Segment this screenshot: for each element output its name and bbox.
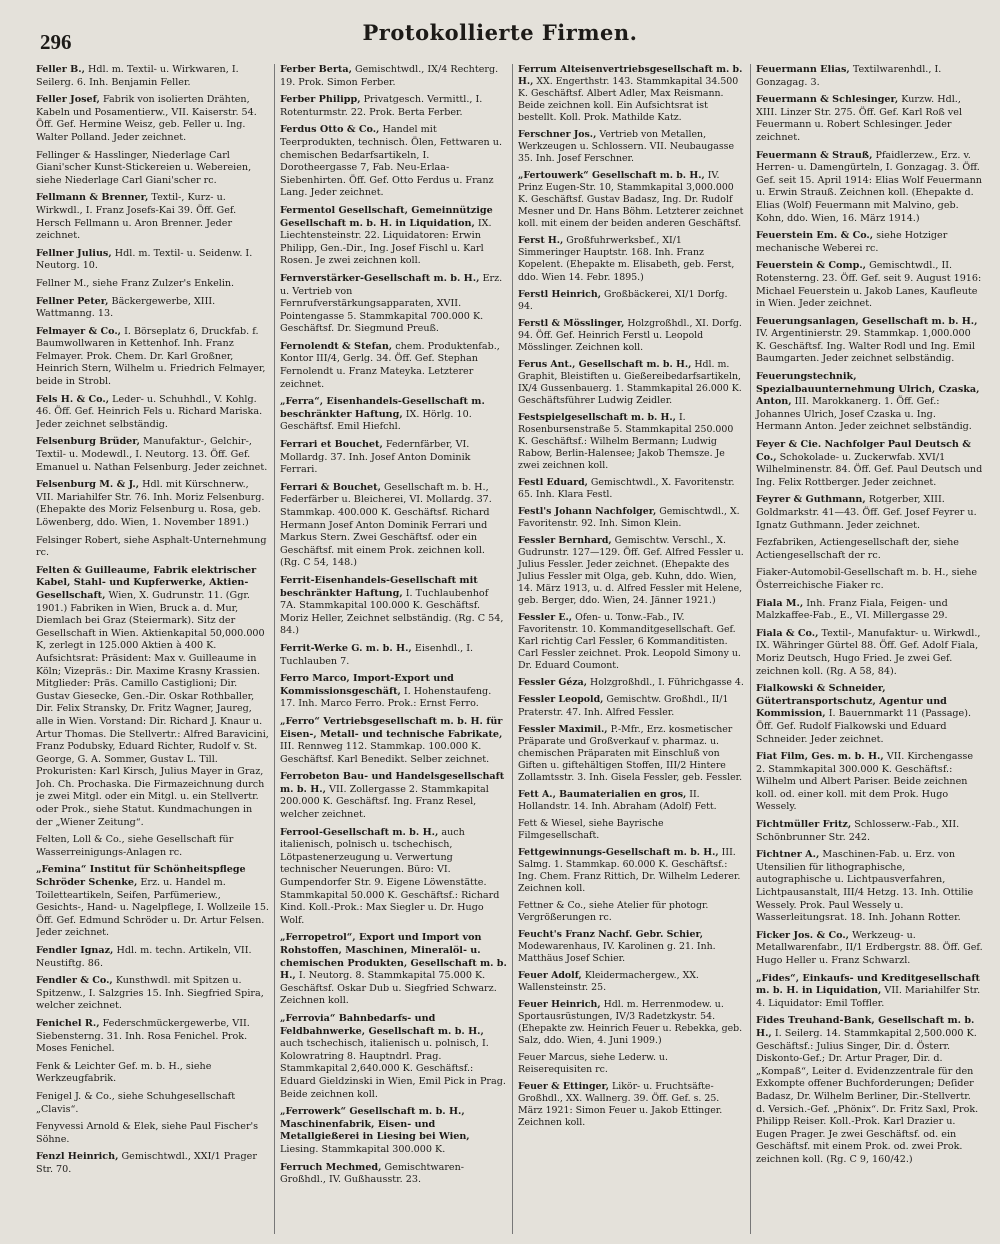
firm-entry — [756, 230, 983, 255]
firm-entry — [280, 1106, 507, 1156]
firm-name: Fialkowski & Schneider, Gütertransportschutz, Agentur und Kommission, — [756, 683, 947, 720]
firm-entry — [36, 479, 269, 529]
firm-entry — [518, 970, 745, 994]
firm-entry — [36, 94, 269, 144]
firm-entry — [36, 1121, 269, 1146]
firm-entry — [756, 973, 983, 1011]
firm-entry — [36, 150, 269, 188]
firm-entry — [36, 945, 269, 970]
firm-details: auch italienisch, polnisch u. tschechisch, Lötpastenerzeugung u. Verwertung technischer Neuerungen. Büro: VI. Gumpendorfer Str. 9. Eigene Löwenstätte. Stammkapital 50.000 K. Geschäftsf.: Richard Kind. Koll.-Prok.: Max Siegler u. Dr. Hugo Wolf. — [280, 826, 500, 926]
firm-name: Ferrobeton Bau- und Handelsgesellschaft m. b. H., — [280, 771, 505, 795]
firm-entry — [518, 1081, 745, 1129]
firm-name: Feller Josef, — [36, 94, 100, 106]
firm-details: I. Hohenstaufeng. 17. Inh. Marco Ferro. Prok.: Ernst Ferro. — [280, 685, 492, 710]
firm-entry — [756, 819, 983, 844]
firm-entry — [36, 436, 269, 474]
firm-details: III. Salmg. 1. Stammkap. 60.000 K. Geschäftsf.: Ing. Chem. Franz Rittich, Dr. Wilhelm Lederer. Zeichnen koll. — [518, 846, 741, 894]
firm-name: „Fertouwerk“ Gesellschaft m. b. H., — [518, 170, 705, 182]
firm-details: Kleidermachergew., XX. Wallensteinstr. 25. — [518, 970, 699, 994]
firm-name: Feuerstein Em. & Co., — [756, 230, 874, 242]
firm-name: Fermentol Gesellschaft, Gemeinnützige Gesellschaft m. b. H. in Liquidation, — [280, 204, 493, 229]
firm-entry — [36, 535, 269, 560]
firm-entry — [518, 359, 745, 407]
firm-name: Festspielgesellschaft m. b. H., — [518, 411, 676, 423]
firm-details: Fezfabriken, Actiengesellschaft der, siehe Actiengesellschaft der rc. — [756, 537, 959, 561]
firm-name: Ferrari et Bouchet, — [280, 439, 383, 451]
firm-name: Fellner Julius, — [36, 247, 112, 259]
firm-entry — [518, 677, 745, 689]
firm-entry — [518, 1052, 745, 1076]
firm-details: Hdl. m. Textil- u. Wirkwaren, I. Seilerg. 6. Inh. Benjamin Feller. — [36, 64, 239, 88]
firm-details: II. Hollandstr. 14. Inh. Abraham (Adolf) Fett. — [518, 788, 717, 812]
firm-entry — [280, 273, 507, 336]
firm-details: Likör- u. Fruchtsäfte-Großhdl., XX. Wallnerg. 39. Öff. Gef. s. 25. März 1921: Simon Feuer u. Jakob Ettinger. Zeichnen koll. — [518, 1081, 723, 1129]
firm-entry — [518, 129, 745, 165]
firm-entry — [518, 847, 745, 895]
firm-details: Großbäckerei, XI/1 Dorfg. 94. — [518, 288, 728, 312]
firm-details: Gemischtwdl., X. Favoritenstr. 92. Inh. Simon Klein. — [518, 506, 740, 530]
firm-entry — [36, 326, 269, 389]
firm-entry — [280, 827, 507, 928]
firm-details: Vertrieb von Metallen, Werkzeugen u. Schlossern. VII. Neubaugasse 35. Inh. Josef Ferschner. — [518, 129, 734, 165]
firm-entry — [36, 864, 269, 940]
firm-name: Fichtner A., — [756, 849, 820, 861]
firm-entry — [518, 929, 745, 965]
firm-entry — [280, 64, 507, 89]
firm-name: Ferrit-Eisenhandels-Gesellschaft mit beschränkter Haftung, — [280, 574, 478, 599]
firm-name: Fessler E., — [518, 612, 573, 624]
firm-name: Feucht's Franz Nachf. Gebr. Schier, — [518, 929, 703, 940]
firm-details: I. Seilerg. 14. Stammkapital 2,500.000 K. Geschäftsf.: Julius Singer, Dir. d. Österr. Diskonto-Gef.; Dr. Artur Prager, Dir. d. „Kompaß“, Leiter d. Evidenzzentrale für den Exkompte offener Buchforderungen; Deſider Badasz, Dr. Wilhelm Berliner, Dir.-Stellvertr. d. Versich.-Gef. „Phönix“. Dr. Fritz Saxl, Prok. Philipp Reiser. Koll.-Prok. Karl Drazier u. Eugen Prager. Je zwei Geschäftsf. od. ein Geschäftsf. mit einem Prok. od. zwei Prok. zeichnen koll. (Rg. C 9, 160/42.) — [756, 1027, 979, 1165]
firm-details: Rotgerber, XIII. Goldmarkstr. 41—43. Öff. Gef. Josef Feyrer u. Ignatz Guthmann. Jeder zeichnet. — [756, 494, 977, 531]
firm-details: Gemischtwdl., IX/4 Rechterg. 19. Prok. Simon Ferber. — [280, 64, 499, 88]
firm-details: Gemischtwdl., X. Favoritenstr. 65. Inh. Klara Festl. — [518, 476, 735, 500]
firm-entry — [280, 1013, 507, 1101]
firm-details: Feuer Marcus, siehe Lederw. u. Reiserequisiten rc. — [518, 1052, 668, 1076]
firm-details: Kurzw. Hdl., XIII. Linzer Str. 275. Öff. Gef. Karl Roß vel Feuermann u. Robert Schlesinger. Jeder zeichnet. — [756, 94, 963, 143]
firm-entry — [36, 1151, 269, 1176]
firm-entry — [36, 565, 269, 829]
firm-name: Fettgewinnungs-Gesellschaft m. b. H., — [518, 846, 719, 858]
firm-name: Ferrari & Bouchet, — [280, 481, 381, 493]
firm-name: Fessler Bernhard, — [518, 535, 612, 547]
firm-details: Fett & Wiesel, siehe Bayrische Filmgesellschaft. — [518, 817, 664, 841]
firm-details: VII. Mariahilfer Str. 4. Liquidator: Emil Toffler. — [756, 985, 981, 1009]
firm-entry — [518, 477, 745, 501]
firm-entry — [756, 751, 983, 814]
firm-details: I. Bauernmarkt 11 (Passage). Öff. Gef. Rudolf Fialkowski und Eduard Schneider. Jeder zeichnet. — [756, 708, 972, 745]
firm-entry — [756, 849, 983, 925]
firm-name: Felsenburg M. & J., — [36, 479, 140, 491]
firm-details: Fenyvessi Arnold & Elek, siehe Paul Fischer's Söhne. — [36, 1121, 259, 1145]
firm-details: P.-Mfr., Erz. kosmetischer Präparate und Großverkauf v. pharmaz. u. chemischen Präparaten mit Einschluß von Giften u. giftehältigen Stoffen, III/2 Hintere Zollamtsstr. 3. Inh. Gisela Fessler, geb. Fessler. — [518, 723, 743, 783]
firm-details: auch tschechisch, italienisch u. polnisch, I. Kolowratring 8. Hauptndrl. Prag. Stammkapital 2,640.000 K. Geschäftsf.: Eduard Gieldzinski in Wien, Emil Pick in Prag. Beide zeichnen koll. — [280, 1038, 506, 1100]
firm-details: Maschinen-Fab. u. Erz. von Utensilien für lithographische, autographische u. Lichtpausverfahren, Lichtpausanstalt, III/4 Hetzg. 13. Inh. Ottilie Wessely. Prok. Paul Wessely u. Wasserleitungsrat. 18. Inh. Johann Rotter. — [756, 849, 974, 924]
firm-name: Fiat Film, Ges. m. b. H., — [756, 751, 884, 763]
firm-details: Hdl. mit Kürschnerw., VII. Mariahilfer Str. 76. Inh. Moriz Felsenburg. (Ehepakte des Moriz Felsenburg u. Rosa, geb. Löwenberg, ddo. Wien, 1. November 1891.) — [36, 479, 265, 528]
firm-details: Werkzeug- u. Metallwarenfabr., II/1 Erdbergstr. 88. Öff. Gef. Hugo Heller u. Franz Schwarzl. — [756, 929, 983, 966]
firm-details: I. Tuchlaubenhof 7A. Stammkapital 100.000 K. Geschäftsf. Moriz Heller, Zeichnet selbständig. (Rg. C 54, 84.) — [280, 587, 504, 637]
firm-details: Leder- u. Schuhhdl., V. Kohlg. 46. Öff. Gef. Heinrich Fels u. Richard Mariska. Jeder zeichnet selbständig. — [36, 393, 263, 430]
firm-details: Pfaidlerzew., Erz. v. Herren- u. Damengürteln, I. Gonzagag. 3. Öff. Gef. seit 15. April 1914: Elias Wolf Feuermann u. Erwin Strauß. Zeichnen koll. (Ehepakte d. Elias (Wolf) Feuermann mit Malvino, geb. Kohn, ddo. Wien, 16. März 1914.) — [756, 149, 982, 224]
firm-details: Gemischtw. Großhdl., II/1 Praterstr. 47. Inh. Alfred Fessler. — [518, 694, 729, 718]
firm-details: Gemischtwaren-Großhdl., IV. Gußhausstr. 23. — [280, 1161, 464, 1186]
firm-details: Liesing. Stammkapital 300.000 K. — [280, 1143, 446, 1155]
firm-entry — [280, 643, 507, 668]
firm-name: Ferschner Jos., — [518, 129, 597, 141]
firm-details: Wien, X. Gudrunstr. 11. (Ggr. 1901.) Fabriken in Wien, Bruck a. d. Mur, Diemlach bei Graz (Steiermark). Sitz der Gesellschaft in Wien. Aktienkapital 50,000.000 K, zerlegt in 125.000 Aktien à 400 K. Aufsichtsrat: Präsident: Max v. Guilleaume in Köln; Vizepräs.: Dir. Maxime Krasny Krassien. Mitglieder: Präs. Camillo Castiglioni; Dir. Gustav Giesecke, Gen.-Dir. Oskar Rothballer, Dir. Felix Stransky, Dr. Fritz Wagner, Jaureg, alle in Wien. Vorstand: Dir. Richard J. Knaur u. Artur Thomas. Die Stellvertr.: Alfred Baravicini, Franz Podubsky, Eduard Richter, Rudolf v. St. George, G. A. Sommer, Gustav L. Till. Prokuristen: Karl Kirsch, Julius Mayer in Graz, Joh. Ch. Prochaska. Die Firmazeichnung durch je zwei Mitgl. oder ein Mitgl. u. ein Stellvertr. oder Prok., siehe Statut. Kundmachungen in der „Wiener Zeitung“. — [36, 589, 269, 828]
firm-details: Schlosserw.-Fab., XII. Schönbrunner Str. 242. — [756, 819, 960, 843]
firm-entry — [36, 1018, 269, 1056]
firm-entry — [518, 999, 745, 1047]
firm-details: Gesellschaft m. b. H., Federfärber u. Bleicherei, VI. Mollardg. 37. Stammkap. 400.000 K. Geschäftsf. Richard Hermann Josef Anton Dominik Ferrari und Markus Stern. Zwei Geschäftsf. oder ein Geschäftsf. mit einem Prok. zeichnen koll. (Rg. C 54, 148.) — [280, 481, 492, 569]
firm-name: Ferus Ant., Gesellschaft m. b. H., — [518, 358, 692, 370]
firm-details: Fabrik von isolierten Drähten, Kabeln und Posamentierw., VII. Kaiserstr. 54. Öff. Gef. Hermine Weisz, geb. Feller u. Ing. Walter Polland. Jeder zeichnet. — [36, 94, 257, 143]
firm-entry — [36, 296, 269, 321]
firm-entry — [280, 716, 507, 766]
firm-entry — [756, 567, 983, 592]
firm-name: Festl Eduard, — [518, 476, 588, 488]
firm-details: Bäckergewerbe, XIII. Wattmanng. 13. — [36, 295, 216, 320]
firm-name: Feuermann Elias, — [756, 64, 850, 75]
firm-entry — [280, 932, 507, 1008]
firm-name: Ferruch Mechmed, — [280, 1161, 382, 1173]
firm-details: Privatgesch. Vermittl., I. Rotenturmstr. 22. Prok. Berta Ferber. — [280, 94, 483, 118]
firm-details: Inh. Franz Fiala, Feigen- und Malzkaffee-Fab., E., VI. Millergasse 29. — [756, 597, 948, 622]
firm-details: III. Marokkanerg. 1. Öff. Gef.: Johannes Ulrich, Josef Czaska u. Ing. Hermann Anton. Jeder zeichnet selbständig. — [756, 396, 972, 433]
firm-entry — [756, 930, 983, 968]
firm-name: Ficker Jos. & Co., — [756, 929, 850, 941]
firm-name: Feuermann & Schlesinger, — [756, 94, 899, 106]
firm-details: Großfuhrwerksbef., XI/1 Simmeringer Hauptstr. 168. Inh. Franz Kopelent. (Ehepakte m. Elisabeth, geb. Ferst, ddo. Wien 14. Febr. 1895.) — [518, 235, 735, 283]
firm-name: Felmayer & Co., — [36, 325, 122, 337]
firm-details: IV. Prinz Eugen-Str. 10, Stammkapital 3,000.000 K. Geschäftsf. Gustav Badasz, Ing. Dr. Rudolf Mesner und Dr. Hans Böhm. Letzterer zeichnet koll. mit einem der beiden anderen Geschäftsf. — [518, 170, 744, 230]
firm-name: Fessler Géza, — [518, 677, 588, 689]
firm-name: „Fides“, Einkaufs- und Kreditgesellschaft m. b. H. in Liquidation, — [756, 972, 980, 997]
firm-details: XX. Engerthstr. 143. Stammkapital 34.500 K. Geschäftsf. Albert Adler, Max Reismann. Beide zeichnen koll. Ein Aufsichtsrat ist bestellt. Koll. Prok. Mathilde Katz. — [518, 76, 739, 124]
firm-entry — [518, 818, 745, 842]
firm-details: Textil-, Kurz- u. Wirkwdl., I. Franz Josefs-Kai 39. Öff. Gef. Hersch Fellmann u. Aron Brenner. Jeder zeichnet. — [36, 192, 237, 242]
firm-entry — [756, 494, 983, 532]
firm-details: Gemischtwdl., XXI/1 Prager Str. 70. — [36, 1151, 257, 1175]
firm-name: Fett A., Baumaterialien en gros, — [518, 788, 687, 800]
firm-entry — [518, 612, 745, 672]
firm-name: Fiala & Co., — [756, 627, 819, 639]
firm-name: Fellmann & Brenner, — [36, 192, 149, 204]
firm-details: Erz. u. Vertrieb von Fernrufverstärkungsapparaten, XVII. Pointengasse 5. Stammkapital 700.000 K. Geschäftsf. Dr. Siegmund Preuß. — [280, 272, 503, 335]
firm-details: Federschmückergewerbe, VII. Siebensterng. 31. Inh. Rosa Fenichel. Prok. Moses Fenichel. — [36, 1017, 250, 1055]
firm-entry — [280, 94, 507, 119]
firm-entry — [518, 789, 745, 813]
firm-entry — [756, 64, 983, 89]
firm-name: Ferst H., — [518, 235, 564, 247]
firm-name: Ferber Berta, — [280, 64, 352, 75]
firm-name: Fellner Peter, — [36, 295, 109, 307]
firm-details: Hdl. m. techn. Artikeln, VII. Neustiftg. 86. — [36, 945, 252, 969]
firm-details: Erz. u. Handel m. Toiletteartikeln, Seifen, Parfümeriew., Gesichts-, Hand- u. Nagelpflege, I. Wollzeile 15. Öff. Gef. Edmund Schröder u. Dr. Artur Felsen. Jeder zeichnet. — [36, 877, 269, 939]
firm-name: Fichtmüller Fritz, — [756, 819, 852, 831]
firm-entry — [756, 1015, 983, 1166]
running-head: Protokollierte Firmen. — [362, 20, 638, 45]
firm-details: Holzgroßhdl., I. Führichgasse 4. — [590, 677, 744, 689]
firm-name: Festl's Johann Nachfolger, — [518, 506, 657, 518]
firm-details: Ofen- u. Tonw.-Fab., IV. Favoritenstr. 10. Kommanditgesellschaft. Gef. Karl richtig Carl Fessler, 6 Kommanditisten. Carl Fessler zeichnet. Prok. Leopold Simony u. Dr. Eduard Coumont. — [518, 612, 741, 672]
firm-name: Feuer Adolf, — [518, 970, 582, 982]
firm-name: „Femina“ Institut für Schönheitspflege Schröder Schenke, — [36, 864, 246, 889]
firm-details: III. Rennweg 112. Stammkap. 100.000 K. Geschäftsf. Karl Benedikt. Selber zeichnet. — [280, 741, 490, 765]
firm-entry — [756, 316, 983, 366]
firm-entry — [280, 575, 507, 638]
firm-name: Fenichel R., — [36, 1017, 100, 1029]
firm-name: Fenzl Heinrich, — [36, 1151, 119, 1163]
firm-name: Felsenburg Brüder, — [36, 436, 140, 448]
firm-entry — [756, 150, 983, 226]
column-3 — [512, 64, 750, 1234]
firm-name: „Ferrowerk“ Gesellschaft m. b. H., Maschinenfabrik, Eisen- und Metallgießerei in Liesing bei Wien, — [280, 1106, 470, 1143]
firm-details: Gemischtw. Verschl., X. Gudrunstr. 127—129. Öff. Gef. Alfred Fessler u. Julius Fessler. Jeder zeichnet. (Ehepakte des Julius Fessler mit Olga, geb. Kuhn, ddo. Wien, 14. März 1913, u. d. Alfred Fessler mit Helene, geb. Berger, ddo. Wien, 24. Jänner 1921.) — [518, 535, 744, 607]
firm-entry — [518, 506, 745, 530]
firm-name: Feuer & Ettinger, — [518, 1081, 610, 1093]
firm-details: Modewarenhaus, IV. Karolinen g. 21. Inh. Matthäus Josef Schier. — [518, 941, 716, 965]
firm-name: Fendler Ignaz, — [36, 945, 114, 956]
firm-name: Fides Treuhand-Bank, Gesellschaft m. b. H., — [756, 1015, 975, 1039]
firm-entry — [280, 439, 507, 477]
firm-entry — [280, 1162, 507, 1187]
firm-details: Federnfärber, VI. Mollardg. 37. Inh. Josef Anton Dominik Ferrari. — [280, 439, 471, 476]
firm-entry — [518, 64, 745, 124]
firm-entry — [518, 900, 745, 924]
firm-entry — [280, 205, 507, 268]
firm-entry — [756, 439, 983, 489]
firm-entry — [518, 318, 745, 354]
firm-name: Fessler Maximil., — [518, 723, 608, 735]
firm-name: Ferstl Heinrich, — [518, 288, 601, 300]
firm-entry — [518, 724, 745, 784]
firm-name: Ferrit-Werke G. m. b. H., — [280, 642, 412, 654]
column-2 — [274, 64, 512, 1234]
firm-name: „Ferrovia“ Bahnbedarfs- und Feldbahnwerke, Gesellschaft m. b. H., — [280, 1012, 484, 1037]
firm-name: „Ferro“ Vertriebsgesellschaft m. b. H. für Eisen-, Metall- und technische Fabrikate, — [280, 715, 503, 740]
firm-entry — [756, 94, 983, 144]
firm-name: Ferro Marco, Import-Export und Kommissionsgeschäft, — [280, 673, 454, 697]
firm-entry — [518, 235, 745, 283]
firm-entry — [36, 278, 269, 291]
firm-entry — [280, 673, 507, 711]
firm-details: IV. Argentinierstr. 29. Stammkap. 1,000.000 K. Geschäftsf. Ing. Walter Rodl und Ing. Emil Baumgarten. Jeder zeichnet selbständig. — [756, 328, 975, 365]
firm-name: Feuerungsanlagen, Gesellschaft m. b. H., — [756, 315, 978, 327]
firm-entry — [756, 260, 983, 310]
firm-name: Feller B., — [36, 64, 85, 75]
firm-details: VII. Kirchengasse 2. Stammkapital 300.000 K. Geschäftsf.: Wilhelm und Albert Pariser. Beide zeichnen koll. od. einer koll. mit dem Prok. Hugo Wessely. — [756, 751, 974, 813]
firm-name: Feyrer & Guthmann, — [756, 494, 866, 506]
firm-details: I. Börseplatz 6, Druckfab. f. Baumwollwaren in Kettenhof. Inh. Franz Felmayer. Prok. Chem. Dr. Karl Großner, Heinrich Stern, Wilhelm u. Friedrich Felmayer, beide in Strobl. — [36, 325, 266, 388]
firm-name: Fessler Leopold, — [518, 694, 604, 706]
firm-entry — [36, 1091, 269, 1116]
firm-entry — [280, 482, 507, 570]
firm-name: Fels H. & Co., — [36, 393, 110, 405]
columns — [36, 64, 988, 1234]
firm-details: Schokolade- u. Zuckerwfab. XVI/1 Wilhelminenstr. 84. Öff. Gef. Paul Deutsch und Ing. Felix Rottberger. Jeder zeichnet. — [756, 451, 983, 488]
column-1 — [36, 64, 274, 1234]
firm-name: Feyer & Cie. Nachfolger Paul Deutsch & Co., — [756, 439, 971, 463]
firm-name: Fendler & Co., — [36, 975, 113, 987]
firm-entry — [518, 289, 745, 313]
firm-details: I. Rosenbursenstraße 5. Stammkapital 250.000 K. Geschäftsf.: Wilhelm Bermann; Ludwig Rabow, Berlin-Halensee; Jakob Themsze. Je zwei zeichnen koll. — [518, 411, 734, 471]
firm-entry — [36, 834, 269, 859]
firm-entry — [36, 975, 269, 1013]
firm-entry — [756, 628, 983, 678]
firm-details: Kunsthwdl. mit Spitzen u. Spitzenw., I. Salzgries 15. Inh. Siegfried Spira, welcher zeichnet. — [36, 975, 264, 1012]
firm-entry — [36, 394, 269, 432]
firm-name: Ferstl & Mösslinger, — [518, 317, 625, 329]
firm-name: Feuermann & Strauß, — [756, 149, 873, 161]
firm-details: Textil-, Manufaktur- u. Wirkwdl., IX. Währinger Gürtel 88. Öff. Gef. Adolf Fiala, Moriz Deutsch, Hugo Fried. Je zwei Gef. zeichnen koll. (Rg. A 58, 84). — [756, 627, 981, 677]
firm-details: Textilwarenhdl., I. Gonzagag. 3. — [756, 64, 942, 88]
firm-details: Manufaktur-, Gelchir-, Textil- u. Modewdl., I. Neutorg. 13. Öff. Gef. Emanuel u. Nathan Felsenburg. Jeder zeichnet. — [36, 436, 268, 473]
firm-details: Felten, Loll & Co., siehe Gesellschaft für Wasserreinigungs-Anlagen rc. — [36, 834, 234, 858]
page-header — [0, 14, 1000, 54]
firm-name: Feuerstein & Comp., — [756, 260, 866, 272]
firm-name: „Ferra“, Eisenhandels-Gesellschaft m. beschränkter Haftung, — [280, 396, 485, 420]
firm-details: siehe Hotziger mechanische Weberei rc. — [756, 230, 948, 254]
firm-entry — [36, 1061, 269, 1086]
firm-entry — [518, 694, 745, 718]
firm-entry — [756, 371, 983, 434]
firm-name: Ferrum Alteisenvertriebsgesellschaft m. b. H., — [518, 64, 743, 88]
firm-details: Fellner M., siehe Franz Zulzer's Enkelin. — [36, 277, 235, 289]
firm-entry — [36, 192, 269, 242]
firm-details: Hdl. m. Textil- u. Seidenw. I. Neutorg. 10. — [36, 247, 253, 272]
firm-name: Felten & Guilleaume, Fabrik elektrischer Kabel, Stahl- und Kupferwerke, Aktien-Gesellschaft, — [36, 564, 257, 601]
page-number: 296 — [40, 30, 72, 54]
firm-entry — [280, 341, 507, 391]
firm-entry — [756, 598, 983, 623]
firm-details: Hdl. m. Graphit, Bleistiften u. Gießereibedarfsartikeln, IX/4 Gussenbauerg. 1. Stammkapital 26.000 K. Geschäftsführer Ludwig Zeidler. — [518, 358, 742, 406]
firm-name: Feuer Heinrich, — [518, 999, 601, 1011]
firm-entry — [280, 771, 507, 821]
firm-entry — [280, 124, 507, 200]
firm-entry — [518, 535, 745, 607]
firm-details: IX. Hörlg. 10. Geschäftsf. Emil Hiefchl. — [280, 408, 472, 433]
firm-details: Gemischtwdl., II. Rotensterng. 23. Öff. Gef. seit 9. August 1916: Michael Feuerstein u. Jakob Lanes, Kaufleute in Wien. Jeder zeichnet. — [756, 260, 982, 310]
firm-details: Fenigel J. & Co., siehe Schuhgesellschaft „Clavis“. — [36, 1090, 236, 1115]
firm-entry — [280, 396, 507, 434]
firm-name: Ferdus Otto & Co., — [280, 124, 380, 136]
firm-name: Ferber Philipp, — [280, 94, 361, 106]
firm-entry — [518, 412, 745, 472]
firm-name: Feuerungstechnik, Spezialbauunternehmung Ulrich, Czaska, Anton, — [756, 371, 980, 408]
firm-details: Holzgroßhdl., XI. Dorfg. 94. Öff. Gef. Heinrich Ferstl u. Leopold Mösslinger. Zeichnen koll. — [518, 317, 742, 353]
firm-details: Fellinger & Hasslinger, Niederlage Carl Giani'scher Kunst-Stickereien u. Webereien, siehe Niederlage Carl Giani'scher rc. — [36, 149, 252, 186]
column-4 — [750, 64, 988, 1234]
firm-entry — [756, 537, 983, 562]
firm-name: Fiala M., — [756, 597, 804, 609]
firm-details: Eisenhdl., I. Tuchlauben 7. — [280, 642, 474, 667]
firm-details: I. Neutorg. 8. Stammkapital 75.000 K. Geschäftsf. Oskar Dub u. Siegfried Schwarz. Zeichnen koll. — [280, 970, 497, 1007]
firm-details: Fenk & Leichter Gef. m. b. H., siehe Werkzeugfabrik. — [36, 1060, 212, 1085]
firm-entry — [36, 248, 269, 273]
firm-entry — [756, 683, 983, 746]
firm-name: Fernolendt & Stefan, — [280, 340, 393, 352]
firm-details: Handel mit Teerprodukten, technisch. Ölen, Fettwaren u. chemischen Bedarfsartikeln, I. Dorotheergasse 7, Fab. Neu-Erlaa-Siebenhirten. Öff. Gef. Otto Ferdus u. Franz Lang. Jeder zeichnet. — [280, 124, 503, 199]
firm-name: „Ferropetrol“, Export und Import von Rohstoffen, Maschinen, Mineralöl- u. chemischen Produkten, Gesellschaft m. b. H., — [280, 932, 507, 982]
firm-details: Fettner & Co., siehe Atelier für photogr. Vergrößerungen rc. — [518, 899, 709, 923]
firm-name: Ferrool-Gesellschaft m. b. H., — [280, 826, 439, 838]
firm-details: chem. Produktenfab., Kontor III/4, Gerlg. 34. Öff. Gef. Stephan Fernolendt u. Franz Mateyka. Letzterer zeichnet. — [280, 340, 500, 390]
firm-details: Felsinger Robert, siehe Asphalt-Unternehmung rc. — [36, 534, 267, 559]
firm-details: IX. Liechtensteinstr. 22. Liquidatoren: Erwin Philipp, Gen.-Dir., Ing. Josef Fischl u. Karl Rosen. Je zwei zeichnen koll. — [280, 217, 492, 267]
firm-name: Fernverstärker-Gesellschaft m. b. H., — [280, 272, 480, 284]
firm-details: Fiaker-Automobil-Gesellschaft m. b. H., siehe Österreichische Fiaker rc. — [756, 567, 978, 591]
firm-details: VII. Zollergasse 2. Stammkapital 200.000 K. Geschäftsf. Ing. Franz Resel, welcher zeichnet. — [280, 783, 489, 821]
firm-details: Hdl. m. Herrenmodew. u. Sportausrüstungen, IV/3 Radetzkystr. 54. (Ehepakte zw. Heinrich Feuer u. Rebekka, geb. Salz, ddo. Wien, 4. Juni 1909.) — [518, 999, 743, 1047]
firm-entry — [518, 170, 745, 230]
firm-entry — [36, 64, 269, 89]
